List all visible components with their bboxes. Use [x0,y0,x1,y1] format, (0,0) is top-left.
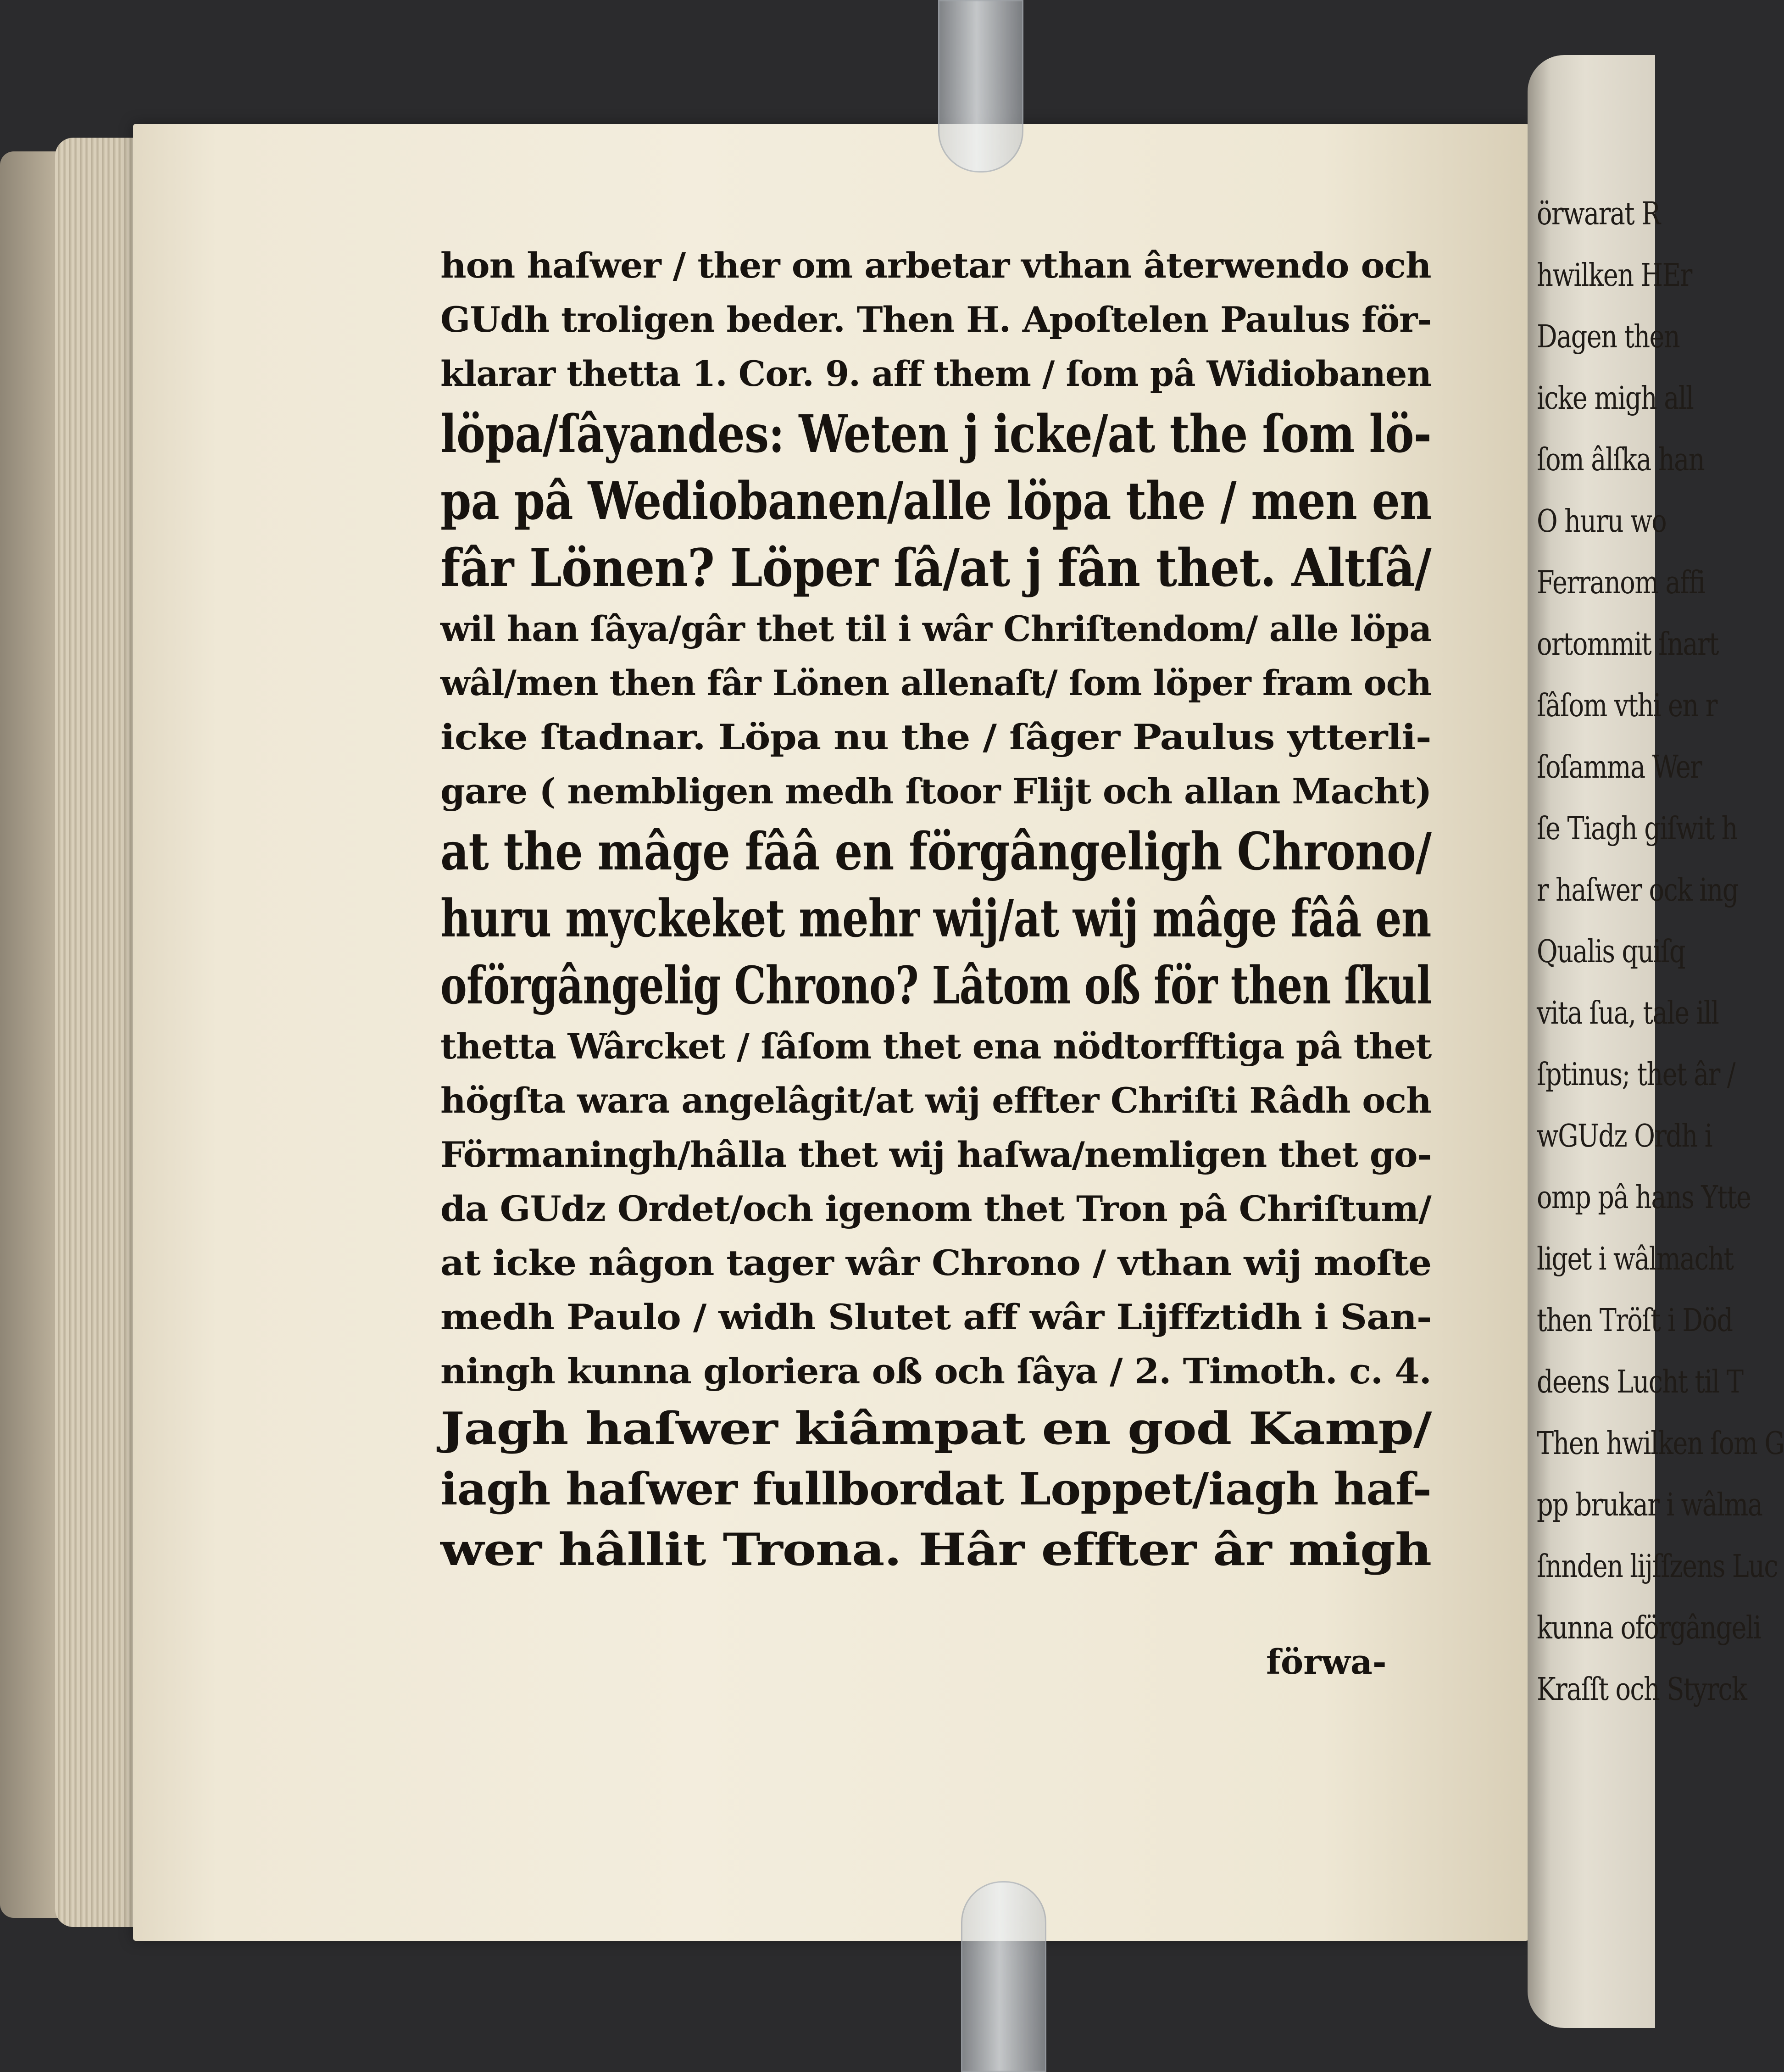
right-page-line: O huru wo [1537,503,1667,540]
text-block [440,239,1431,1580]
right-page-line: ſom âlſka han [1537,442,1705,478]
right-page-line: deens Lucht til T [1537,1364,1743,1400]
text-line: wer hâllit Trona. Hâr effter âr migh [440,1524,1431,1576]
right-page-line: Dagen then [1537,319,1680,355]
right-page-text [1537,184,1784,1721]
right-page-line: Then hwilken ſom G [1537,1426,1784,1462]
right-page-line: ortommit ſnart [1537,626,1718,663]
text-line: fâr Lönen? Löper ſâ/at j fân thet. Altſâ/ [440,538,1431,598]
text-line: Förmaningh/hâlla thet wij haſwa/nemligen thet go- [440,1134,1432,1175]
text-line: hon haſwer / ther om arbetar vthan âterwendo och [440,245,1431,286]
right-page-line: Qualis quiſq [1537,934,1685,970]
right-page-line: ſâſom vthi en r [1537,688,1717,724]
text-line: wil han ſâya/gâr thet til i wâr Chriſtendom/ alle löpa [440,608,1432,649]
right-page-line: pp brukar i wâlma [1537,1487,1762,1523]
text-line: Jagh haſwer kiâmpat en god Kamp/ [440,1403,1432,1454]
text-line: iagh haſwer fullbordat Loppet/iagh haf- [440,1463,1431,1515]
right-page-line: omp pâ hans Ytte [1537,1180,1751,1216]
text-line: huru myckeket mehr wij/at wij mâge fââ en [440,889,1431,949]
text-line: klarar thetta 1. Cor. 9. aff them / ſom pâ Widiobanen [440,353,1431,394]
text-line: högſta wara angelâgit/at wij effter Chriſti Râdh och [440,1080,1431,1121]
text-line: icke ſtadnar. Löpa nu the / ſâger Paulus ytterli- [440,717,1431,758]
page-clip-bottom[interactable] [961,1881,1046,2072]
text-line: wâl/men then fâr Lönen allenaſt/ ſom löper fram och [440,663,1431,703]
text-line: GUdh troligen beder. Then H. Apoſtelen Paulus för- [440,299,1432,340]
text-line: thetta Wârcket / ſâſom thet ena nödtorfftiga pâ thet [440,1026,1432,1067]
page-edges [55,138,142,1927]
text-line: gare ( nembligen medh ſtoor Flijt och allan Macht) [440,771,1432,812]
right-page-line: liget i wâlmacht [1537,1241,1734,1277]
text-line: at icke nâgon tager wâr Chrono / vthan wij moſte [440,1242,1432,1283]
text-line: da GUdz Ordet/och igenom thet Tron pâ Chriſtum/ [440,1188,1431,1229]
right-page-line: örwarat R [1537,196,1660,232]
text-line: pa pâ Wediobanen/alle löpa the / men en [440,471,1432,531]
right-page-line: icke migh all [1537,380,1694,417]
right-page-line: Ferranom affi [1537,565,1705,601]
text-line: medh Paulo / widh Slutet aff wâr Lijffztidh i San- [440,1297,1432,1337]
right-page-line: ſe Tiagh giſwit h [1537,811,1737,847]
right-page-line: wGUdz Ordh i [1537,1118,1712,1154]
right-page [1528,55,1784,2028]
page-clip-top[interactable] [938,0,1023,173]
text-line: ningh kunna gloriera oß och ſâya / 2. Timoth. c. 4. [440,1351,1431,1392]
right-page-line: ſoſamma Wer [1537,749,1702,785]
right-page-line: Kraſſt och Styrck [1537,1671,1747,1708]
text-line: löpa/ſâyandes: Weten j icke/at the ſom lö- [440,404,1431,464]
right-page-line: ſptinus; thet âr / [1537,1057,1735,1093]
text-line: at the mâge fââ en förgângeligh Chrono/ [440,822,1432,882]
right-page-line: hwilken HEr [1537,257,1692,294]
text-line: oförgângelig Chrono? Lâtom oß för then ſkul [440,956,1432,1016]
right-page-line: r haſwer ock ing [1537,872,1738,908]
right-page-line: vita ſua, tale ill [1537,995,1719,1031]
right-page-line: then Tröſt i Död [1537,1303,1733,1339]
right-page-line: kunna oförgângeli [1537,1610,1761,1646]
catchword: förwa- [1266,1643,1387,1682]
right-page-line: ſnnden lijſſzens Luc [1537,1548,1778,1585]
